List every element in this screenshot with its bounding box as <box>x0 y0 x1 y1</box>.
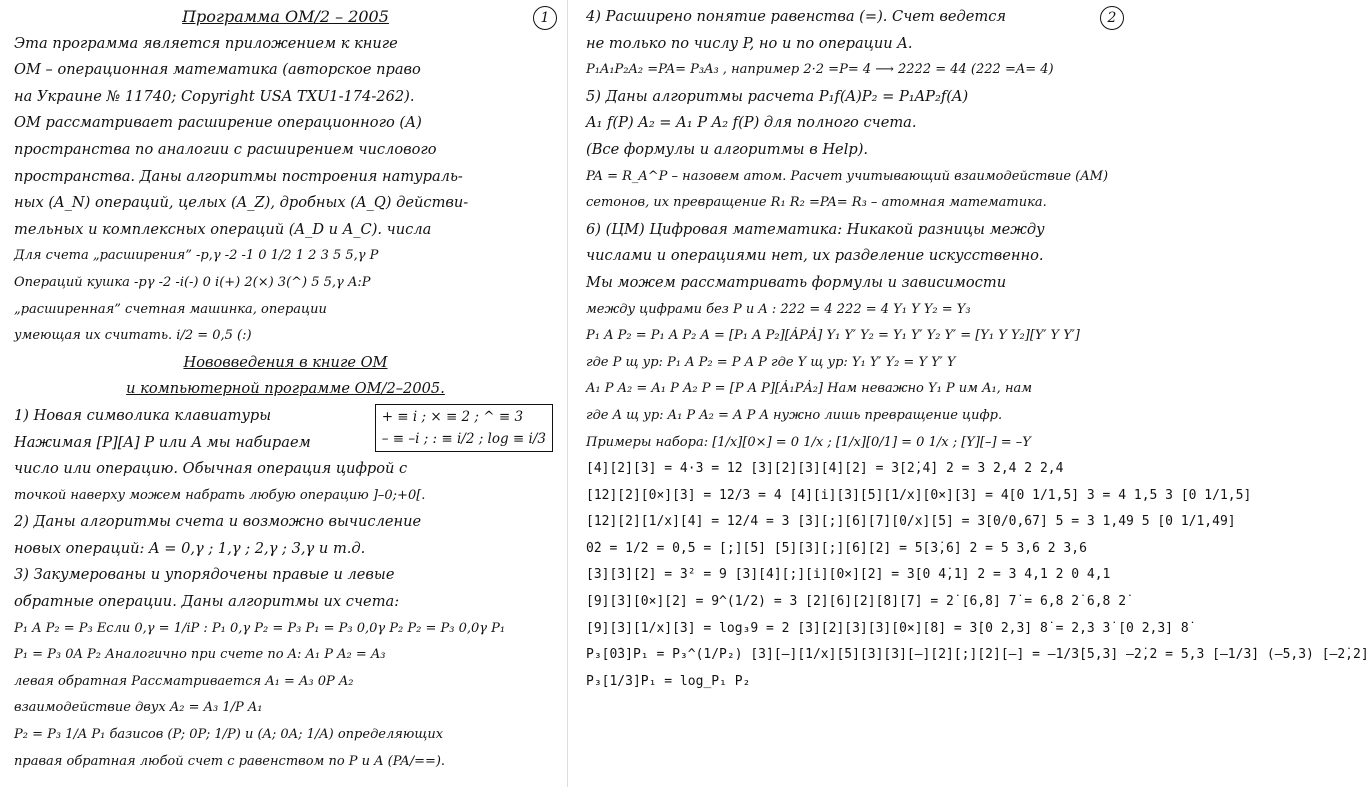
text-line: числами и операциями нет, их разделение искусственно. <box>586 247 1044 265</box>
formula-line: левая обратная Рассматривается A₁ = A₃ 0P A₂ <box>14 673 354 689</box>
text-line: 1) Новая символика клавиатуры <box>14 406 272 424</box>
text-line: на Украине № 11740; Copyright USA TXU1-174-262). <box>14 87 415 105</box>
section-heading: Нововведения в книге ОМ <box>183 353 388 371</box>
example-line: [9][3̇][0×][2] = 9^(1/2) = 3 [2̇][6][2][8][7̇] = 2̇ [6,8] 7̇ = 6,8 2̇ 6,8 2̇ <box>586 594 1127 610</box>
example-line: [3][3̇][2] = 3² = 9 [3][4̇][;][i][0×][2] = 3[0 4̇,1] 2 = 3 4,1 2 0 4,1 <box>586 567 1111 583</box>
page-1-title: Программа ОМ/2 – 2005 <box>182 7 389 26</box>
text-line: не только по числу P, но и по операции A. <box>586 34 913 52</box>
text-line: PA = R_A^P – назовем атом. Расчет учитывающий взаимодействие (AM) <box>586 168 1109 184</box>
example-line: [4][2̇][3] = 4·3 = 12 [3][2̇][3][4̇][2] = 3[2̇,4̇] 2 = 3 2,4 2 2,4 <box>586 461 1064 477</box>
text-line: „расширенная” счетная машинка, операции <box>14 301 327 317</box>
formula-line: P₁ A P₂ = P₃ Если 0,γ = 1/iP : P₁ 0,γ P₂ = P₃ P₁ = P₃ 0,0γ P₂ P₂ = P₃ 0,0γ P₁ <box>14 620 506 636</box>
text-line: 5) Даны алгоритмы расчета P₁f(A)P₂ = P₁AP₂f(A) <box>586 87 969 105</box>
section-heading: и компьютерной программе ОМ/2–2005. <box>126 380 445 398</box>
text-line: Эта программа является приложением к книге <box>14 34 398 52</box>
text-line: сетонов, их превращение R₁ R₂ =PA= R₃ – атомная математика. <box>586 195 1047 211</box>
example-line: P₃[1/3̇]P₁ = log_P₁ P₂ <box>586 673 751 689</box>
operation-line-text: Операций кушка -pγ -2 -i(-) 0 i(+) 2(×) 3(^) 5 5,γ A:P <box>14 274 371 290</box>
formula-line: A₁ P A₂ = A₁ P A₂ P = [P A P][Ȧ₁PȦ₂] Нам неважно Y₁ P им A₁, нам <box>586 381 1033 397</box>
formula-line: где A щ ур: A₁ P A₂ = A P A нужно лишь превращение цифр. <box>586 407 1003 423</box>
keyboard-box-line: – ≡ –i ; : ≡ i/2 ; log ≡ i/3 <box>381 431 546 447</box>
text-line: ОМ рассматривает расширение операционного (А) <box>14 114 422 132</box>
formula-line: P₁ = P₃ 0A P₂ Аналогично при счете по A: A₁ P A₂ = A₃ <box>14 647 386 663</box>
formula-line: взаимодействие двух A₂ = A₃ 1/P A₁ <box>14 700 263 716</box>
text-line: новых операций: A = 0,γ ; 1,γ ; 2,γ ; 3,γ и т.д. <box>14 539 366 557</box>
example-line: [9][3][1/x][3] = log₃9 = 2 [3̇][2][3][3][0×][8] = 3̇[0 2,3] 8̇ = 2,3 3̇ [0 2,3] 8̇ <box>586 620 1189 636</box>
text-line: 2) Даны алгоритмы счета и возможно вычисление <box>14 513 422 531</box>
example-line: P₃[0̇3]P₁ = P₃^(1/P₂) [3̇][–][1/x][5][3][3][–][2̇][;][2̇][–] = –1/3̇[5,3] –2̇,2 = 5,3 [–1/3̇] (–5,3) [–2̇,2] <box>586 647 1369 663</box>
text-line: 3) Закумерованы и упорядочены правые и левые <box>14 566 395 584</box>
page-1-lines <box>14 31 557 776</box>
text-line: число или операцию. Обычная операция цифрой с <box>14 460 408 478</box>
text-line: 4) Расширено понятие равенства (=). Счет ведется <box>586 8 1007 25</box>
page-number-1: 1 <box>533 6 557 30</box>
text-line: между цифрами без P и A : 2̇2̇2 = 4 2̇2̇2 = 4̇ Y₁ Y Y₂ = Y₃ <box>586 301 971 317</box>
text-line: точкой наверху можем набрать любую операцию ]–0;+0[. <box>14 487 426 503</box>
text-line: ных (A_N) операций, целых (A_Z), дробных (A_Q) действи- <box>14 194 469 212</box>
example-line: [12][2̇][0×][3] = 12/3 = 4 [4][i][3][5][1/x][0×][3] = 4[0 1/1,5] 3 = 4 1,5 3 [0 1/1,5] <box>586 487 1252 503</box>
text-line: тельных и комплексных операций (A_D и A_C). числа <box>14 220 432 238</box>
text-line: обратные операции. Даны алгоритмы их счета: <box>14 593 400 611</box>
keyboard-box-line: + ≡ i ; × ≡ 2 ; ^ ≡ 3 <box>381 409 524 425</box>
page-1 <box>0 0 567 787</box>
example-line: [12][2̇][1/x][4] = 12/4 = 3 [3][;][6][7̇][0/x][5] = 3[0/0,67] 5 = 3 1,49 5 [0 1/1,49] <box>586 514 1236 530</box>
keyboard-symbol-box <box>375 404 553 452</box>
text-line: A₁ f(P) A₂ = A₁ P A₂ f(P) для полного счета. <box>586 114 917 132</box>
text-line: пространства по аналогии с расширением числового <box>14 140 437 158</box>
formula-line: P₁ A P₂ = P₁ A P₂ A = [P₁ A P₂][ȦPȦ] Y₁ Y′ Y₂ = Y₁ Y′ Y₂ Y′ = [Y₁ Y Y₂][Y′ Y Y′] <box>586 328 1080 344</box>
text-line: Мы можем рассматривать формулы и зависимости <box>586 273 1007 291</box>
page-number-2: 2 <box>1100 6 1124 30</box>
text-line: ОМ – операционная математика (авторское право <box>14 61 421 79</box>
page-2 <box>567 0 1369 787</box>
number-line-text: Для счета „расширения” -p,γ -2 -1 0 1/2 1 2 3 5 5,γ P <box>14 248 379 264</box>
page-2-lines <box>586 4 1369 695</box>
text-line: (Все формулы и алгоритмы в Help). <box>586 140 869 158</box>
text-line: умеющая их считать. i/2 = 0,5 (:) <box>14 328 252 344</box>
formula-line: P₁A₁P₂A₂ =PA= P₃A₃ , например 2·2 =P= 4 ⟶ 2̇2̇2̇2̇ = 4̇4̇ (2̇2̇2̇ =A= 4̇) <box>586 62 1054 78</box>
formula-line: правая обратная любой счет с равенством по P и A (PA/==). <box>14 753 446 769</box>
text-line: Нажимая [P][A] P или A мы набираем <box>14 433 311 451</box>
examples-heading: Примеры набора: [1/x][0×] = 0 1/x ; [1/x][0/1] = 0 1/x ; [Y][–] = –Y <box>586 434 1031 450</box>
formula-line: P₂ = P₃ 1/A P₁ базисов (P; 0P; 1/P) и (A; 0A; 1/A) определяющих <box>14 727 444 743</box>
example-line: 0̇2 = 1/2 = 0,5 = [;][5] [5][3][;][6̇][2] = 5[3̇,6̇] 2 = 5 3,6 2 3,6 <box>586 540 1087 556</box>
formula-line: где P щ ур: P₁ A P₂ = P A P где Y щ ур: Y₁ Y′ Y₂ = Y Y′ Y <box>586 354 956 370</box>
text-line: пространства. Даны алгоритмы построения натураль- <box>14 167 463 185</box>
text-line: 6) (ЦМ) Цифровая математика: Никакой разницы между <box>586 220 1045 238</box>
